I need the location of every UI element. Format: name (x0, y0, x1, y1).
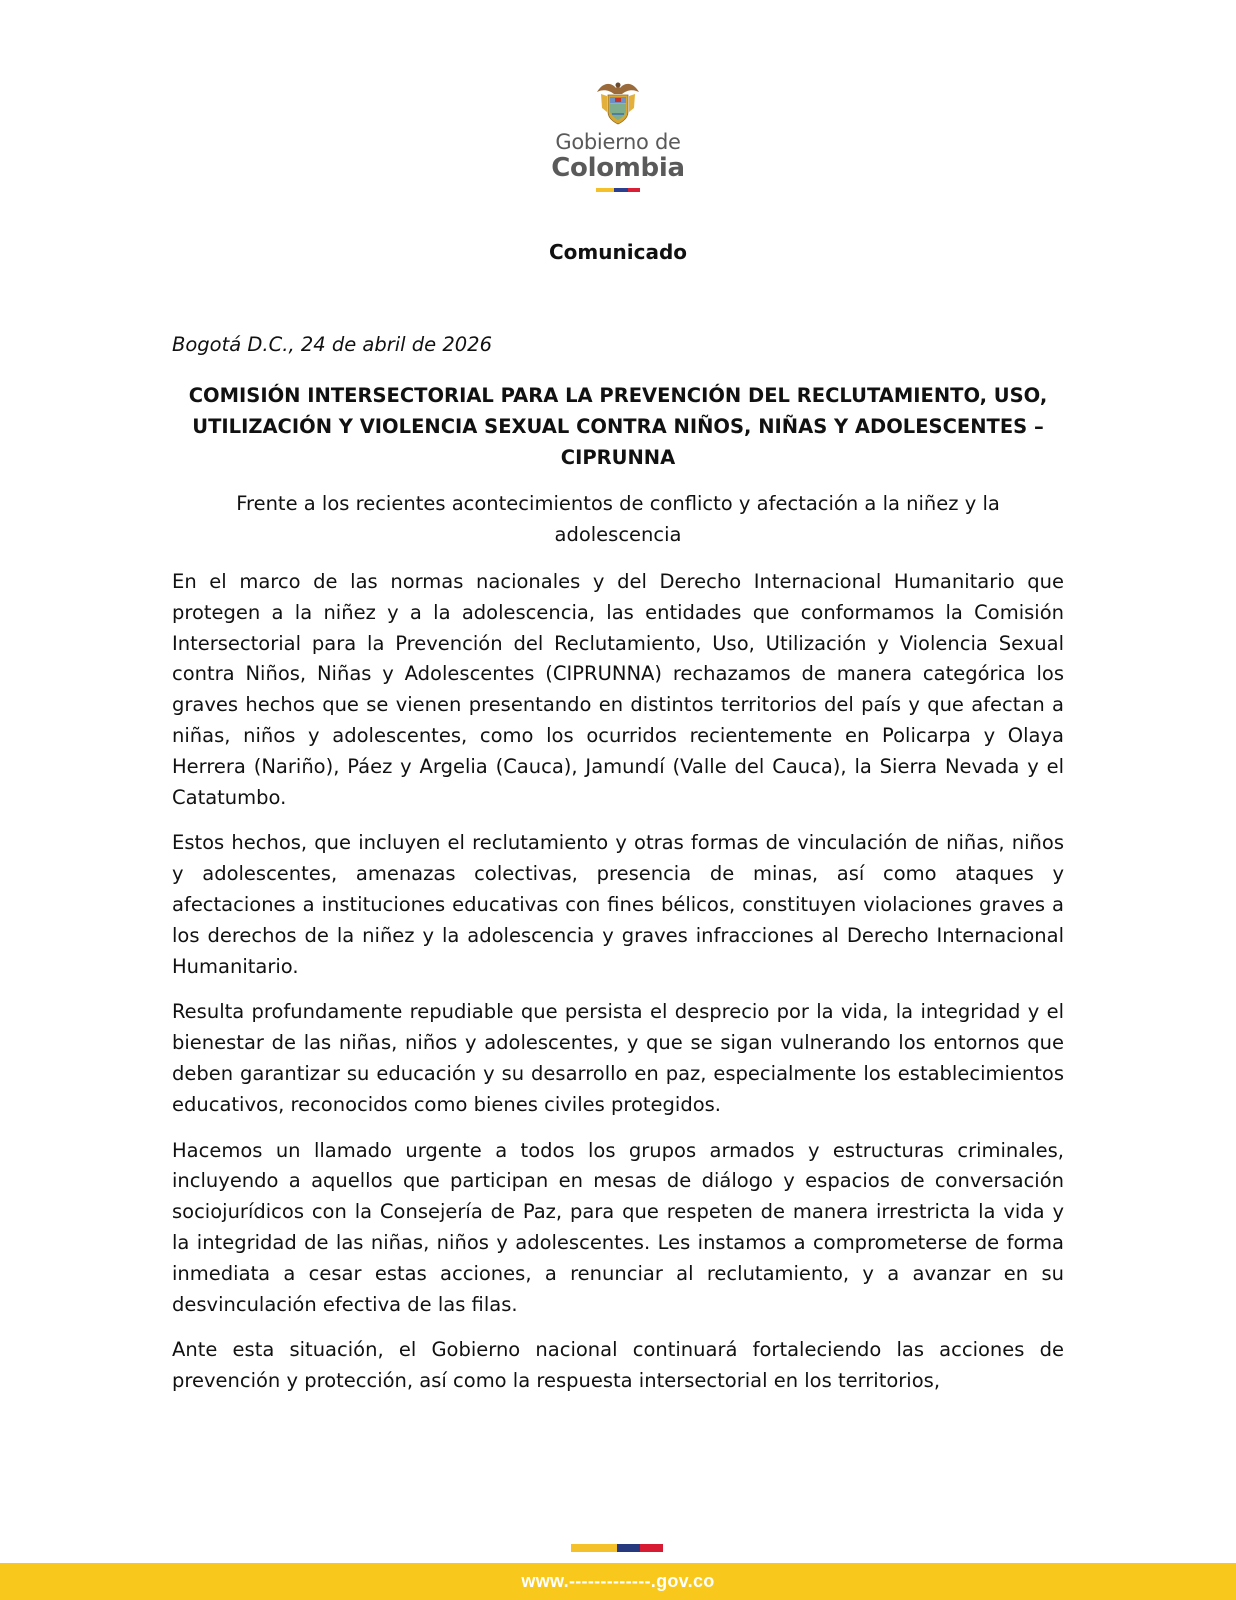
footer-band (0, 1563, 1236, 1600)
body-paragraph: Ante esta situación, el Gobierno nacional continuará fortaleciendo las acciones de prevención y protección, así como la respuesta intersectorial en los territorios, (172, 1338, 1064, 1393)
document-heading: Comunicado (549, 240, 687, 264)
colombia-coat-of-arms-icon (595, 78, 641, 128)
body-paragraph: Hacemos un llamado urgente a todos los grupos armados y estructuras criminales, incluyendo a aquellos que participan en mesas de diálogo y espacios de conversación sociojurídicos con la Consejería de Paz, para que respeten de manera irrestricta la vida y la integridad de las niñas, niños y adolescentes. Les instamos a comprometerse de forma inmediata a cesar estas acciones, a renunciar al reclutamiento, y a avanzar en su desvinculación efectiva de las filas. (172, 1138, 1064, 1316)
body-paragraph: Estos hechos, que incluyen el reclutamiento y otras formas de vinculación de niñas, niños y adolescentes, amenazas colectivas, presencia de minas, así como ataques y afectaciones a instituciones educativas con fines bélicos, constituyen violaciones graves a los derechos de la niñez y la adolescencia y graves infracciones al Derecho Internacional Humanitario. (172, 831, 1064, 978)
footer-url[interactable]: www.-------------.gov.co (521, 1571, 715, 1591)
logo-text-line2: Colombia (551, 153, 685, 183)
gobierno-de-colombia-logo (0, 78, 1236, 192)
logo-flag-bar (596, 188, 640, 192)
document-body (172, 567, 1064, 1412)
date-line: Bogotá D.C., 24 de abril de 2026 (172, 333, 492, 356)
logo-text-line1: Gobierno de (555, 130, 681, 154)
body-paragraph: Resulta profundamente repudiable que persista el desprecio por la vida, la integridad y el bienestar de las niñas, niños y adolescentes, y que se sigan vulnerando los entornos que deben garantizar su educación y su desarrollo en paz, especialmente los establecimientos educativos, reconocidos como bienes civiles protegidos. (172, 1000, 1064, 1116)
document-title: COMISIÓN INTERSECTORIAL PARA LA PREVENCIÓN DEL RECLUTAMIENTO, USO, UTILIZACIÓN Y VIOLENCIA SEXUAL CONTRA NIÑOS, NIÑAS Y ADOLESCENTES – CIPRUNNA (188, 384, 1048, 469)
footer-flag-bar (571, 1544, 663, 1552)
body-paragraph: En el marco de las normas nacionales y del Derecho Internacional Humanitario que protegen a la niñez y a la adolescencia, las entidades que conformamos la Comisión Intersectorial para la Prevención del Reclutamiento, Uso, Utilización y Violencia Sexual contra Niños, Niñas y Adolescentes (CIPRUNNA) rechazamos de manera categórica los graves hechos que se vienen presentando en distintos territorios del país y que afectan a niñas, niños y adolescentes, como los ocurridos recientemente en Policarpa y Olaya Herrera (Nariño), Páez y Argelia (Cauca), Jamundí (Valle del Cauca), la Sierra Nevada y el Catatumbo. (172, 570, 1064, 809)
document-subtitle: Frente a los recientes acontecimientos de conflicto y afectación a la niñez y la adolescencia (236, 492, 1000, 546)
